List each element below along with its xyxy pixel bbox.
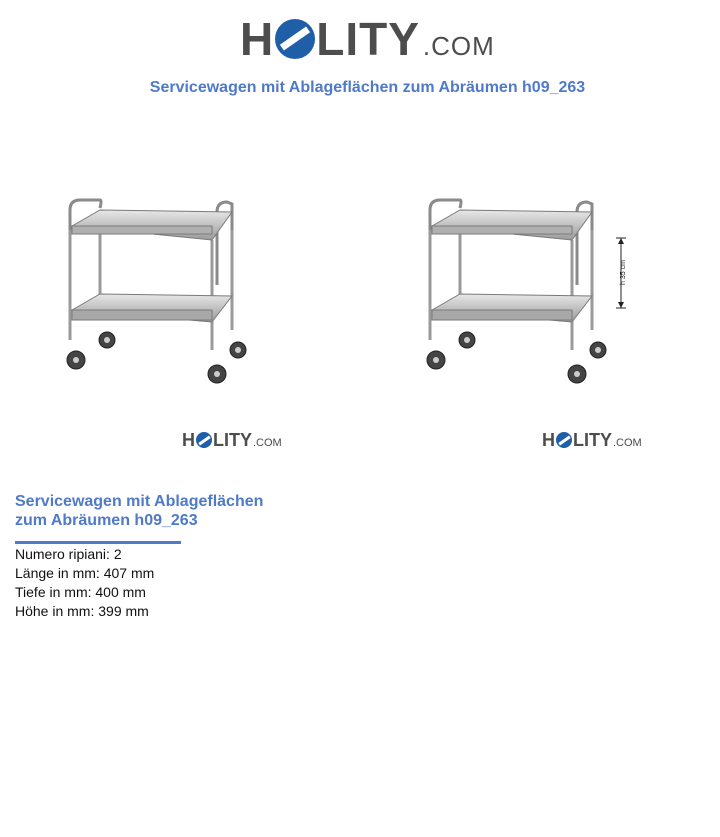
logo-text-h: H [182,430,195,450]
logo-text-h: H [240,13,275,65]
spec-item: Tiefe in mm: 400 mm [15,584,146,600]
logo-o-icon [556,432,572,448]
spec-list [15,545,154,621]
logo-text-lity: LITY [573,430,612,450]
logo-text-lity: LITY [316,13,420,65]
holity-logo-small [542,430,642,451]
spec-item: Länge in mm: 407 mm [15,565,155,581]
logo-tld: .COM [613,437,642,449]
logo-tld: .COM [253,437,282,449]
dimension-label: h 35 cm [620,260,627,285]
page-title: Servicewagen mit Ablageflächen zum Abräumen h09_263 [149,79,586,96]
spec-item: Höhe in mm: 399 mm [15,603,149,619]
logo-text-h: H [542,430,555,450]
holity-logo-small [182,430,282,451]
title-underline [15,541,181,544]
logo-o-icon [196,432,212,448]
spec-item: Numero ripiani: 2 [15,546,122,562]
holity-logo[interactable] [240,12,495,66]
trolley-photo [52,190,264,390]
logo-text-lity: LITY [213,430,252,450]
logo-tld: .COM [422,31,495,61]
product-title [15,492,285,530]
product-title-line: Servicewagen mit Ablageflächen [15,493,264,510]
product-title-line: zum Abräumen h09_263 [15,512,198,529]
trolley-photo-dimensions [412,190,642,390]
logo-o-icon [275,19,315,59]
